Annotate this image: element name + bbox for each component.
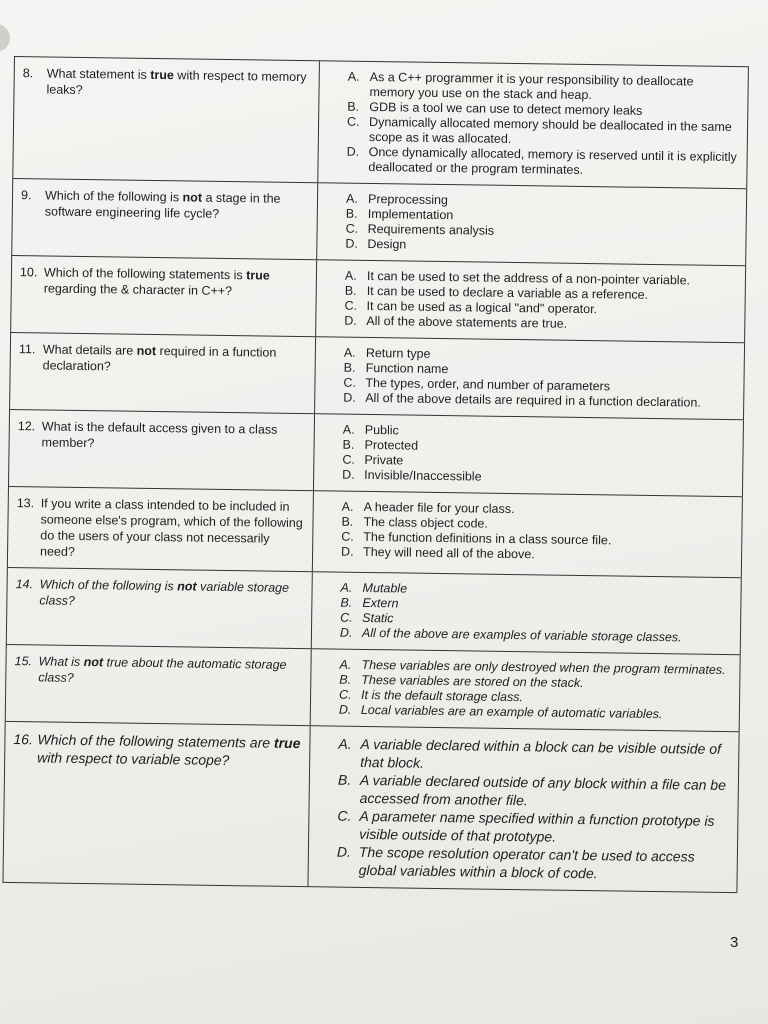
question-text: What is the default access given to a class member? bbox=[41, 419, 278, 451]
question-cell bbox=[9, 333, 316, 413]
option-a: A. Preprocessing bbox=[345, 191, 449, 208]
option-d: D. They will need all of the above. bbox=[341, 544, 535, 562]
question-number: 11. bbox=[18, 342, 36, 357]
question-row-8 bbox=[12, 57, 749, 189]
answer-cell bbox=[314, 414, 744, 496]
option-d: D. All of the above details are required in a function declaration. bbox=[343, 390, 701, 410]
question-text: What is not true about the automatic storage class? bbox=[38, 654, 287, 685]
option-a: A. It can be used to set the address of a non-pointer variable. bbox=[344, 268, 691, 288]
option-b: B. Function name bbox=[343, 360, 449, 377]
answer-cell bbox=[313, 491, 743, 577]
option-c: C. It is the default storage class. bbox=[339, 687, 524, 705]
question-cell bbox=[2, 722, 310, 886]
option-a: A. A header file for your class. bbox=[341, 499, 515, 517]
question-table bbox=[2, 56, 748, 893]
option-d: D. The scope resolution operator can't be used to access global variables within a block of code. bbox=[336, 843, 695, 882]
question-row-16 bbox=[2, 722, 739, 893]
answer-cell bbox=[315, 337, 745, 419]
option-b: B. Implementation bbox=[345, 206, 454, 223]
question-number: 14. bbox=[15, 577, 34, 592]
question-number: 13. bbox=[16, 496, 35, 511]
option-c: C. Requirements analysis bbox=[345, 221, 495, 238]
answer-cell bbox=[308, 726, 739, 892]
option-c: C. The types, order, and number of parameters bbox=[343, 375, 611, 394]
option-d: D. All of the above statements are true. bbox=[344, 313, 568, 331]
option-b: B. Extern bbox=[340, 595, 399, 611]
option-b: B. The class object code. bbox=[341, 514, 488, 531]
question-number: 15. bbox=[14, 654, 33, 669]
question-row-14 bbox=[6, 568, 742, 655]
question-cell bbox=[12, 57, 320, 182]
option-d: D. All of the above are examples of variable storage classes. bbox=[339, 625, 682, 645]
question-text: Which of the following statements is true regarding the & character in C++? bbox=[43, 265, 270, 299]
question-cell bbox=[8, 410, 315, 490]
option-c: C. Private bbox=[342, 452, 404, 468]
option-a: A. Public bbox=[342, 422, 399, 438]
option-b: B. It can be used to declare a variable as a reference. bbox=[344, 283, 649, 302]
question-row-15 bbox=[5, 645, 741, 732]
answer-cell bbox=[312, 572, 742, 654]
question-cell bbox=[5, 645, 312, 725]
option-a: A. A variable declared within a block can be visible outside of that block. bbox=[338, 735, 722, 771]
question-row-13 bbox=[7, 487, 743, 578]
option-b: B. A variable declared outside of any block within a file can be accessed from another file. bbox=[337, 771, 727, 809]
option-b: B. Protected bbox=[342, 437, 419, 453]
option-c: C. Dynamically allocated memory should be deallocated in the same scope as it was allocated. bbox=[347, 114, 732, 146]
option-d: D. Design bbox=[345, 236, 407, 252]
question-number: 12. bbox=[17, 419, 36, 434]
question-number: 10. bbox=[19, 265, 38, 280]
option-b: B. These variables are stored on the stack. bbox=[339, 672, 584, 691]
option-b: B. GDB is a tool we can use to detect memory leaks bbox=[347, 99, 643, 118]
question-text: If you write a class intended to be included in someone else's program, which of the following do the users of your class not necessarily need? bbox=[39, 496, 303, 559]
question-row-10 bbox=[10, 256, 746, 343]
option-d: D. Local variables are an example of automatic variables. bbox=[338, 702, 663, 722]
question-cell bbox=[11, 179, 318, 259]
question-text: What statement is true with respect to memory leaks? bbox=[46, 66, 307, 97]
question-number: 9. bbox=[20, 188, 32, 203]
question-text: Which of the following is not a stage in the software engineering life cycle? bbox=[44, 188, 281, 221]
punch-hole bbox=[0, 24, 10, 52]
question-text: Which of the following statements are true with respect to variable scope? bbox=[37, 731, 301, 769]
question-text: Which of the following is not variable storage class? bbox=[39, 577, 290, 608]
answer-cell bbox=[311, 649, 741, 731]
answer-cell bbox=[317, 183, 747, 265]
question-cell bbox=[6, 568, 313, 648]
question-text: What details are not required in a function declaration? bbox=[42, 342, 277, 374]
option-d: D. Once dynamically allocated, memory is reserved until it is explicitly deallocated or the program terminates. bbox=[346, 144, 737, 177]
answer-cell bbox=[318, 61, 749, 188]
question-row-12 bbox=[8, 410, 744, 497]
question-number: 8. bbox=[22, 66, 34, 81]
option-c: C. A parameter name specified within a function prototype is visible outside of that prototype. bbox=[337, 807, 715, 845]
option-a: A. Mutable bbox=[340, 580, 408, 596]
question-number: 16. bbox=[13, 731, 34, 748]
question-row-11 bbox=[9, 333, 745, 420]
question-row-9 bbox=[11, 179, 747, 266]
question-cell bbox=[7, 487, 314, 571]
option-a: A. As a C++ programmer it is your responsibility to deallocate memory you use on the stack and heap. bbox=[347, 69, 694, 103]
option-a: A. Return type bbox=[343, 345, 431, 361]
option-d: D. Invisible/Inaccessible bbox=[342, 467, 482, 484]
option-c: C. Static bbox=[340, 610, 394, 626]
option-c: C. It can be used as a logical "and" operator. bbox=[344, 298, 598, 317]
page-number: 3 bbox=[730, 934, 739, 951]
option-a: A. These variables are only destroyed when the program terminates. bbox=[339, 657, 726, 677]
answer-cell bbox=[316, 260, 746, 342]
option-c: C. The function definitions in a class source file. bbox=[341, 529, 612, 548]
question-cell bbox=[10, 256, 317, 336]
